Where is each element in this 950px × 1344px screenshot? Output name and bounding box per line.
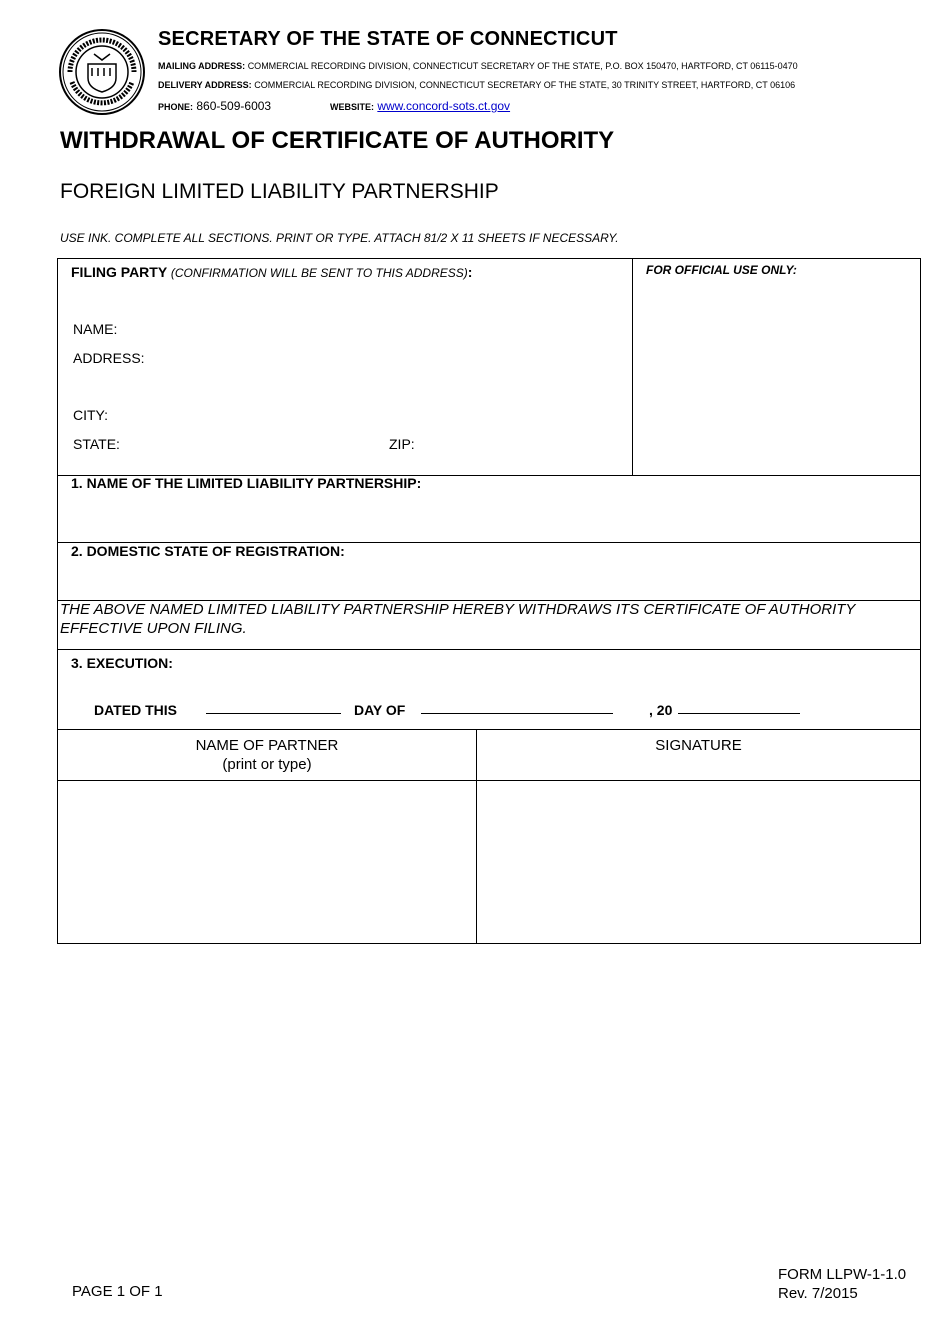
delivery-address-label: DELIVERY ADDRESS: <box>158 80 252 90</box>
phone-label: PHONE: <box>158 102 194 112</box>
withdrawal-statement: THE ABOVE NAMED LIMITED LIABILITY PARTNERSHIP HEREBY WITHDRAWS ITS CERTIFICATE OF AUTHORITY EFFECTIVE UPON FILING. <box>60 601 856 637</box>
address-field-label[interactable]: ADDRESS: <box>73 350 145 366</box>
website-link[interactable]: www.concord-sots.ct.gov <box>377 99 511 113</box>
partner-name-header <box>58 736 476 774</box>
section-2-label[interactable]: 2. DOMESTIC STATE OF REGISTRATION: <box>71 543 345 559</box>
state-field-label[interactable]: STATE: <box>73 436 120 452</box>
partner-name-header-text: NAME OF PARTNER <box>195 737 339 754</box>
day-of-label: DAY OF <box>354 702 406 718</box>
partner-name-cell[interactable] <box>58 781 476 943</box>
divider <box>58 649 920 650</box>
delivery-address <box>158 80 795 90</box>
form-grid <box>57 258 921 944</box>
website-label: WEBSITE: <box>330 102 374 112</box>
divider <box>58 729 920 730</box>
mailing-address-value: COMMERCIAL RECORDING DIVISION, CONNECTICUT SECRETARY OF THE STATE, P.O. BOX 150470, HARTFORD, CT 06115-0470 <box>247 61 798 71</box>
contact-line <box>158 99 511 113</box>
filing-party-heading <box>71 264 472 280</box>
name-field-label[interactable]: NAME: <box>73 321 118 337</box>
official-use-divider <box>632 259 633 475</box>
agency-name: SECRETARY OF THE STATE OF CONNECTICUT <box>158 28 618 50</box>
filing-party-title: FILING PARTY <box>71 264 167 280</box>
signature-cell[interactable] <box>477 781 920 943</box>
partner-name-subheader: (print or type) <box>222 756 312 773</box>
form-revision: Rev. 7/2015 <box>778 1285 858 1302</box>
form-id <box>778 1265 906 1303</box>
instructions: USE INK. COMPLETE ALL SECTIONS. PRINT OR TYPE. ATTACH 81/2 X 11 SHEETS IF NECESSARY. <box>60 231 619 245</box>
filing-party-note: (CONFIRMATION WILL BE SENT TO THIS ADDRESS) <box>170 266 468 280</box>
city-field-label[interactable]: CITY: <box>73 407 109 423</box>
zip-field-label[interactable]: ZIP: <box>389 436 415 452</box>
official-use-label: FOR OFFICIAL USE ONLY: <box>646 263 797 277</box>
state-seal <box>58 28 146 116</box>
page-number: PAGE 1 OF 1 <box>72 1283 163 1300</box>
month-line[interactable] <box>421 713 613 714</box>
phone-number: 860-509-6003 <box>196 99 272 113</box>
form-number: FORM LLPW-1-1.0 <box>778 1266 907 1283</box>
form-subtitle: FOREIGN LIMITED LIABILITY PARTNERSHIP <box>60 180 499 203</box>
signature-header: SIGNATURE <box>655 737 742 754</box>
mailing-address-label: MAILING ADDRESS: <box>158 61 246 71</box>
filing-party-colon: : <box>467 264 473 280</box>
delivery-address-value: COMMERCIAL RECORDING DIVISION, CONNECTICUT SECRETARY OF THE STATE, 30 TRINITY STREET, HARTFORD, CT 06106 <box>254 80 796 90</box>
mailing-address <box>158 61 798 71</box>
year-line[interactable] <box>678 713 800 714</box>
section-1-label[interactable]: 1. NAME OF THE LIMITED LIABILITY PARTNERSHIP: <box>71 475 422 491</box>
section-3-label: 3. EXECUTION: <box>71 655 173 671</box>
year-prefix: , 20 <box>649 702 673 718</box>
dated-this-label: DATED THIS <box>94 702 177 718</box>
form-title: WITHDRAWAL OF CERTIFICATE OF AUTHORITY <box>60 127 615 154</box>
day-number-line[interactable] <box>206 713 341 714</box>
